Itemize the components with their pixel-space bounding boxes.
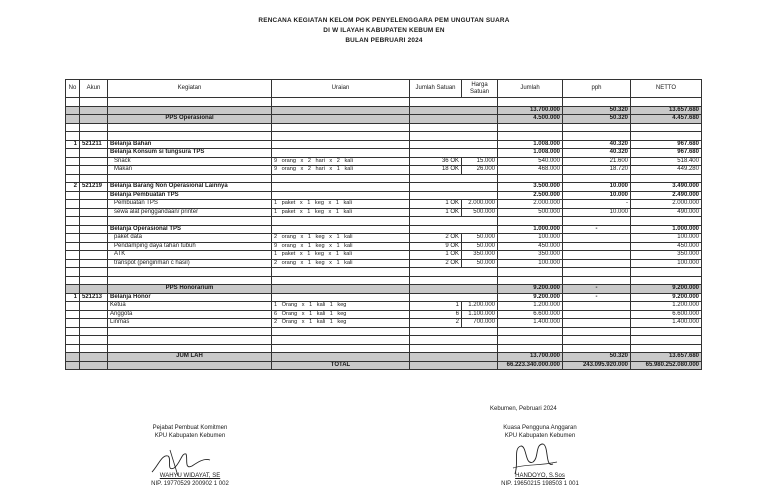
cell-uraian: 6 Orang x 1 kali 1 keg (272, 310, 410, 319)
cell-pph (563, 234, 631, 243)
cell-jumlah-satuan: 36 OK (410, 157, 462, 166)
table-row-blank (66, 123, 702, 132)
doc-title-3: BULAN PEBRUARI 2024 (345, 37, 423, 44)
cell-netto: 967.680 (631, 140, 702, 149)
cell-pph (563, 251, 631, 260)
doc-title-2: DI W ILAYAH KABUPATEN KEBUM EN (323, 27, 445, 34)
cell-jumlah-satuan: 2 OK (410, 259, 462, 268)
cell-jumlah-satuan: 2 OK (410, 234, 462, 243)
table-row-blank (66, 276, 702, 285)
table-row-atk (66, 251, 702, 260)
cell-jumlah-satuan: 2 (410, 319, 462, 328)
cell-uraian: 1 paket x 1 keg x 1 kali (272, 200, 410, 209)
table-row-blank (66, 174, 702, 183)
cell-kegiatan: transpot (pengiriman c hasil) (108, 259, 272, 268)
cell-jumlah: 2.500.000 (498, 191, 563, 200)
table-row-pendamping (66, 242, 702, 251)
cell-total-label: TOTAL (272, 361, 410, 370)
cell-pph: 10.000 (563, 208, 631, 217)
right-nip: NIP. 19650215 198503 1 001 (501, 481, 579, 487)
doc-title-1: RENCANA KEGIATAN KELOM POK PENYELENGGARA PEM UNGUTAN SUARA (258, 17, 510, 24)
cell-jumlah: 100.000 (498, 234, 563, 243)
header-jumlah: Jumlah (498, 80, 563, 98)
cell-jumlah: 1.008.000 (498, 140, 563, 149)
cell-uraian: 9 orang x 2 hari x 1 kali (272, 166, 410, 175)
cell-netto: 2.490.000 (631, 191, 702, 200)
cell-kegiatan: Pembuatan TPS (108, 200, 272, 209)
cell-jumlah: 6.600.000 (498, 310, 563, 319)
left-name: WAHYU WIDAYAT, SE (159, 473, 221, 479)
cell-netto: 449.280 (631, 166, 702, 175)
cell-jumlah-satuan: 18 OK (410, 166, 462, 175)
cell-pph: 40.320 (563, 149, 631, 158)
cell-netto: 3.490.000 (631, 183, 702, 192)
cell-pph: - (563, 200, 631, 209)
cell-netto: 2.000.000 (631, 200, 702, 209)
cell-kegiatan: Belanja Konsum si tungsura TPS (108, 149, 272, 158)
cell-pph: 10.000 (563, 183, 631, 192)
header-row (66, 80, 702, 98)
table-row-jumlah (66, 353, 702, 362)
header-harga-satuan: Harga Satuan (462, 80, 498, 98)
cell-netto: 13.657.680 (631, 353, 702, 362)
cell-harga: 50.000 (462, 242, 498, 251)
cell-uraian: 9 orang x 1 keg x 1 kali (272, 242, 410, 251)
cell-pph: 243.095.920.000 (563, 361, 631, 370)
cell-jumlah: 540.000 (498, 157, 563, 166)
cell-kegiatan: Anggota (108, 310, 272, 319)
cell-akun: 521219 (80, 183, 108, 192)
cell-kegiatan: paket data (108, 234, 272, 243)
cell-kegiatan: Snack (108, 157, 272, 166)
table-row-blank (66, 98, 702, 107)
cell-netto: 65.980.252.080.000 (631, 361, 702, 370)
right-name-block (480, 472, 600, 488)
table-row-snack (66, 157, 702, 166)
cell-uraian: 2 orang x 1 keg x 1 kali (272, 234, 410, 243)
cell-uraian: 2 Orang x 1 kali 1 keg (272, 319, 410, 328)
cell-no: 2 (66, 183, 80, 192)
cell-jumlah: 1.008.000 (498, 149, 563, 158)
cell-kegiatan: Belanja Operasional TPS (108, 225, 272, 234)
cell-pph: 10.000 (563, 191, 631, 200)
cell-netto: 450.000 (631, 242, 702, 251)
budget-table (65, 79, 702, 370)
cell-jumlah: 100.000 (498, 259, 563, 268)
cell-no: 1 (66, 140, 80, 149)
header-no: No (66, 80, 80, 98)
cell-uraian: 2 orang x 1 keg x 1 kali (272, 259, 410, 268)
table-row-blank (66, 336, 702, 345)
cell-netto: 1.200.000 (631, 302, 702, 311)
cell-netto: 100.000 (631, 234, 702, 243)
cell-akun: 521211 (80, 140, 108, 149)
cell-pph: 50.320 (563, 353, 631, 362)
table-row-blank (66, 344, 702, 353)
right-name: HANDOYO, S.Sos (515, 473, 565, 479)
cell-jumlah: 13.700.000 (498, 106, 563, 115)
cell-pph: 18.720 (563, 166, 631, 175)
right-role-1: Kuasa Pengguna Anggaran (503, 425, 577, 431)
cell-kegiatan: sewa alat penggandaan/ printer (108, 208, 272, 217)
cell-netto: 9.200.000 (631, 285, 702, 294)
cell-jumlah-satuan: 6 (410, 310, 462, 319)
table-row-pps-operasional (66, 115, 702, 124)
cell-jumlah: 3.500.000 (498, 183, 563, 192)
table-row-pps-honorarium (66, 285, 702, 294)
cell-uraian: 9 orang x 2 hari x 2 kali (272, 157, 410, 166)
cell-jumlah: 9.200.000 (498, 285, 563, 294)
table-row-belanja-barang (66, 183, 702, 192)
cell-jumlah-satuan: 1 OK (410, 208, 462, 217)
left-role-2: KPU Kabupaten Kebumen (154, 433, 226, 439)
cell-netto: 1.400.000 (631, 319, 702, 328)
cell-harga: 50.000 (462, 234, 498, 243)
header-netto: NETTO (631, 80, 702, 98)
table-row-pembuatan-tps (66, 200, 702, 209)
cell-uraian: 1 Orang x 1 kali 1 keg (272, 302, 410, 311)
cell-harga: 350.000 (462, 251, 498, 260)
table-row-blank (66, 217, 702, 226)
cell-harga: 1.200.000 (462, 302, 498, 311)
cell-netto: 6.600.000 (631, 310, 702, 319)
left-nip: NIP. 19770529 200902 1 002 (151, 481, 229, 487)
cell-harga: 1.100.000 (462, 310, 498, 319)
cell-harga: 50.000 (462, 259, 498, 268)
table-row-blank (66, 132, 702, 141)
cell-kegiatan: Belanja Bahan (108, 140, 272, 149)
left-signature-block (130, 424, 250, 440)
cell-harga: 26.000 (462, 166, 498, 175)
cell-jumlah: 1.000.000 (498, 225, 563, 234)
header-uraian: Uraian (272, 80, 410, 98)
cell-netto: 1.000.000 (631, 225, 702, 234)
cell-pph: 21.600 (563, 157, 631, 166)
cell-jumlah: 468.000 (498, 166, 563, 175)
cell-kegiatan: ATK (108, 251, 272, 260)
right-role-2: KPU Kabupaten Kebumen (504, 433, 576, 439)
table-row-belanja-operasional (66, 225, 702, 234)
cell-kegiatan: PPS Honorarium (108, 285, 272, 294)
cell-jumlah: 450.000 (498, 242, 563, 251)
cell-kegiatan: Makan (108, 166, 272, 175)
cell-jumlah-satuan: 1 (410, 302, 462, 311)
cell-pph (563, 259, 631, 268)
cell-netto: 4.457.680 (631, 115, 702, 124)
cell-netto: 518.400 (631, 157, 702, 166)
cell-akun: 521213 (80, 293, 108, 302)
cell-kegiatan: Linmas (108, 319, 272, 328)
cell-kegiatan: Belanja Pembuatan TPS (108, 191, 272, 200)
cell-jumlah-satuan: 9 OK (410, 242, 462, 251)
cell-pph: 40.320 (563, 140, 631, 149)
cell-netto: 350.000 (631, 251, 702, 260)
header-pph: pph (563, 80, 631, 98)
cell-jumlah: 2.000.000 (498, 200, 563, 209)
cell-kegiatan: PPS Operasional (108, 115, 272, 124)
table-row-total (66, 361, 702, 370)
cell-harga: 15.000 (462, 157, 498, 166)
cell-jumlah-satuan: 1 OK (410, 200, 462, 209)
cell-no: 1 (66, 293, 80, 302)
cell-pph: - (563, 285, 631, 294)
cell-netto: 490.000 (631, 208, 702, 217)
cell-jumlah: 350.000 (498, 251, 563, 260)
cell-jumlah-satuan: 1 OK (410, 251, 462, 260)
cell-harga: 700.000 (462, 319, 498, 328)
table-row-belanja-honor (66, 293, 702, 302)
cell-uraian: 1 paket x 1 keg x 1 kali (272, 208, 410, 217)
cell-harga: 2.000.000 (462, 200, 498, 209)
table-row-belanja-konsumsi (66, 149, 702, 158)
table-row-paket-data (66, 234, 702, 243)
cell-kegiatan: Ketua (108, 302, 272, 311)
table-row-sewa-alat (66, 208, 702, 217)
cell-kegiatan: Belanja Barang Non Operasional Lainnya (108, 183, 272, 192)
cell-jumlah: 1.400.000 (498, 319, 563, 328)
cell-kegiatan: Belanja Honor (108, 293, 272, 302)
table-row-makan (66, 166, 702, 175)
cell-jumlah: 4.500.000 (498, 115, 563, 124)
cell-netto: 100.000 (631, 259, 702, 268)
table-row-anggota (66, 310, 702, 319)
table-row-blank (66, 327, 702, 336)
header-jumlah-satuan: Jumlah Satuan (410, 80, 462, 98)
header-akun: Akun (80, 80, 108, 98)
cell-jumlah: 66.223.340.000.000 (498, 361, 563, 370)
cell-jumlah: 13.700.000 (498, 353, 563, 362)
cell-harga: 500.000 (462, 208, 498, 217)
cell-pph: - (563, 225, 631, 234)
table-row-grand-summary (66, 106, 702, 115)
cell-kegiatan: JUM LAH (108, 353, 272, 362)
table-row-linmas (66, 319, 702, 328)
cell-netto: 967.680 (631, 149, 702, 158)
table-row-transpot (66, 259, 702, 268)
left-name-block (130, 472, 250, 488)
cell-pph: - (563, 293, 631, 302)
table-row-belanja-bahan (66, 140, 702, 149)
cell-jumlah: 9.200.000 (498, 293, 563, 302)
cell-pph (563, 242, 631, 251)
table-row-ketua (66, 302, 702, 311)
header-kegiatan: Kegiatan (108, 80, 272, 98)
cell-netto: 9.200.000 (631, 293, 702, 302)
cell-pph: 50.320 (563, 115, 631, 124)
left-role-1: Pejabat Pembuat Komitmen (152, 425, 228, 431)
cell-jumlah: 1.200.000 (498, 302, 563, 311)
cell-kegiatan: Pendamping daya tahan tubuh (108, 242, 272, 251)
cell-netto: 13.657.680 (631, 106, 702, 115)
table-row-blank (66, 268, 702, 277)
place-date: Kebumen, Pebruari 2024 (490, 406, 557, 412)
table-row-belanja-pembuatan (66, 191, 702, 200)
cell-pph: 50.320 (563, 106, 631, 115)
cell-uraian: 1 paket x 1 keg x 1 kali (272, 251, 410, 260)
cell-jumlah: 500.000 (498, 208, 563, 217)
